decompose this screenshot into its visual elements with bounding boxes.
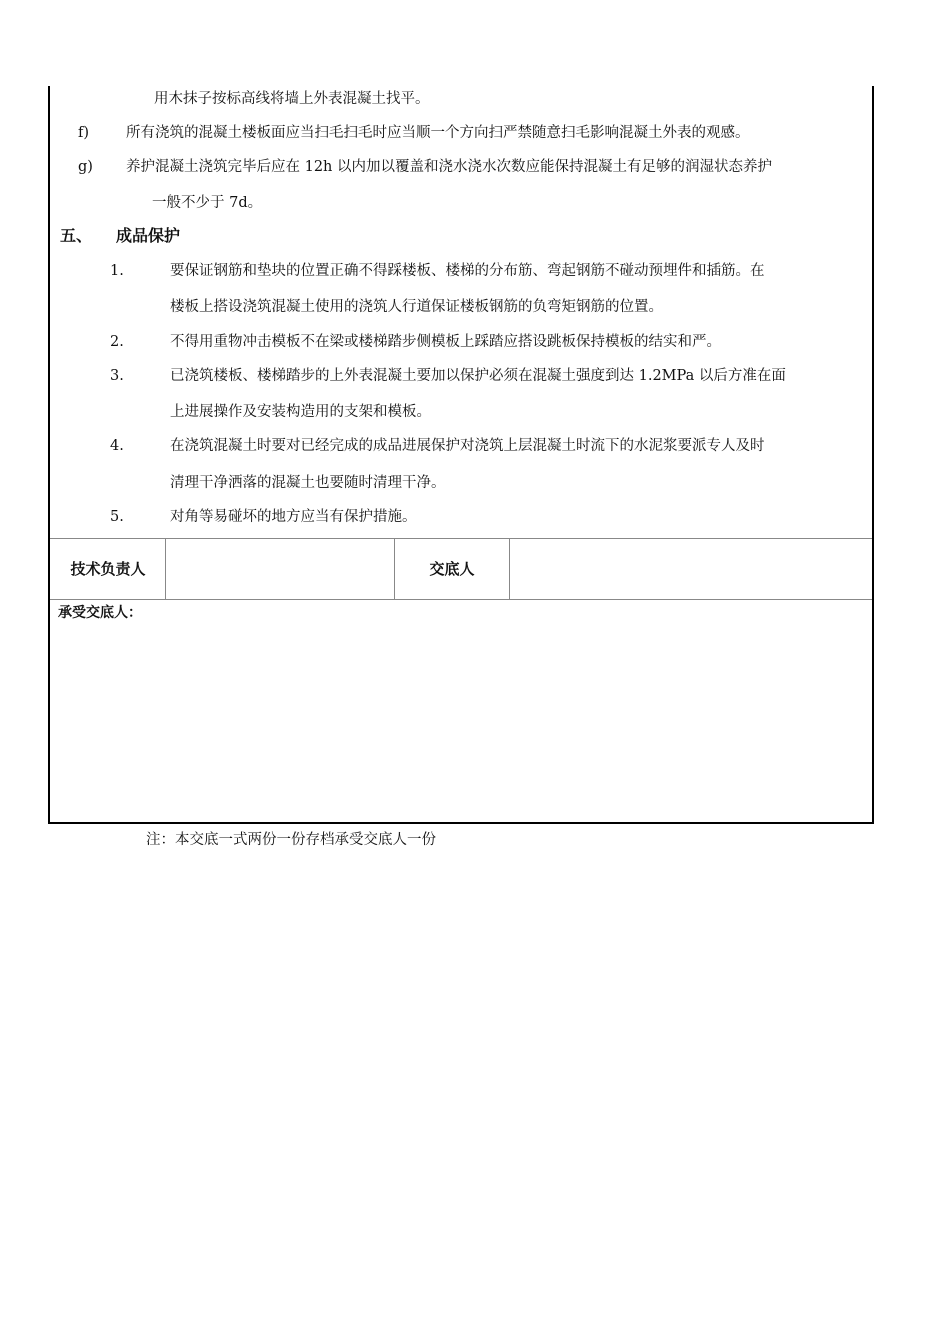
item-2-text: 不得用重物冲击模板不在梁或楼梯踏步侧模板上踩踏应搭设跳板保持模板的结实和严。: [170, 334, 721, 350]
item-4-text-line1: 在浇筑混凝土时要对已经完成的成品进展保护对浇筑上层混凝土时流下的水泥浆要派专人及时: [170, 438, 765, 454]
item-2-label: 2.: [110, 334, 124, 350]
receiver-label: 承受交底人：: [58, 605, 142, 621]
issuer-value[interactable]: [510, 539, 872, 599]
item-g-text-line2: 一般不少于 7d。: [152, 195, 263, 211]
item-g-label: g): [78, 159, 93, 175]
issuer-label: 交底人: [429, 560, 475, 578]
item-3-text-line2: 上进展操作及安装构造用的支架和模板。: [170, 404, 431, 420]
item-4-text-line2: 清理干净洒落的混凝土也要随时清理干净。: [170, 475, 446, 491]
section-number: 五、: [60, 226, 93, 245]
item-3-label: 3.: [110, 368, 124, 384]
item-1-text-line2: 楼板上搭设浇筑混凝土使用的浇筑人行道保证楼板钢筋的负弯矩钢筋的位置。: [170, 299, 663, 315]
item-1-text-line1: 要保证钢筋和垫块的位置正确不得踩楼板、楼梯的分布筋、弯起钢筋不碰动预埋件和插筋。在: [170, 263, 765, 279]
item-5-label: 5.: [110, 509, 124, 525]
section-title: 成品保护: [116, 226, 181, 245]
receiver-signature-area[interactable]: [50, 626, 872, 816]
item-g-text-line1: 养护混凝土浇筑完毕后应在 12h 以内加以覆盖和浇水浇水次数应能保持混凝土有足够的润湿状态养护: [126, 159, 773, 175]
document-frame: [48, 86, 874, 824]
item-f-label: f): [78, 125, 90, 141]
item-f-text: 所有浇筑的混凝土楼板面应当扫毛扫毛时应当顺一个方向扫严禁随意扫毛影响混凝土外表的观感。: [126, 125, 750, 141]
item-4-label: 4.: [110, 438, 124, 454]
footer-note: 注：本交底一式两份一份存档承受交底人一份: [146, 832, 436, 848]
item-3-text-line1: 已浇筑楼板、楼梯踏步的上外表混凝土要加以保护必须在混凝土强度到达 1.2MPa 以后方准在面: [170, 368, 786, 384]
tech-lead-value[interactable]: [166, 539, 394, 599]
item-5-text: 对角等易碰坏的地方应当有保护措施。: [170, 509, 417, 525]
signature-row: [50, 538, 872, 600]
tech-lead-label: 技术负责人: [70, 560, 146, 578]
continuation-text: 用木抹子按标高线将墙上外表混凝土找平。: [154, 91, 430, 107]
item-1-label: 1.: [110, 263, 124, 279]
